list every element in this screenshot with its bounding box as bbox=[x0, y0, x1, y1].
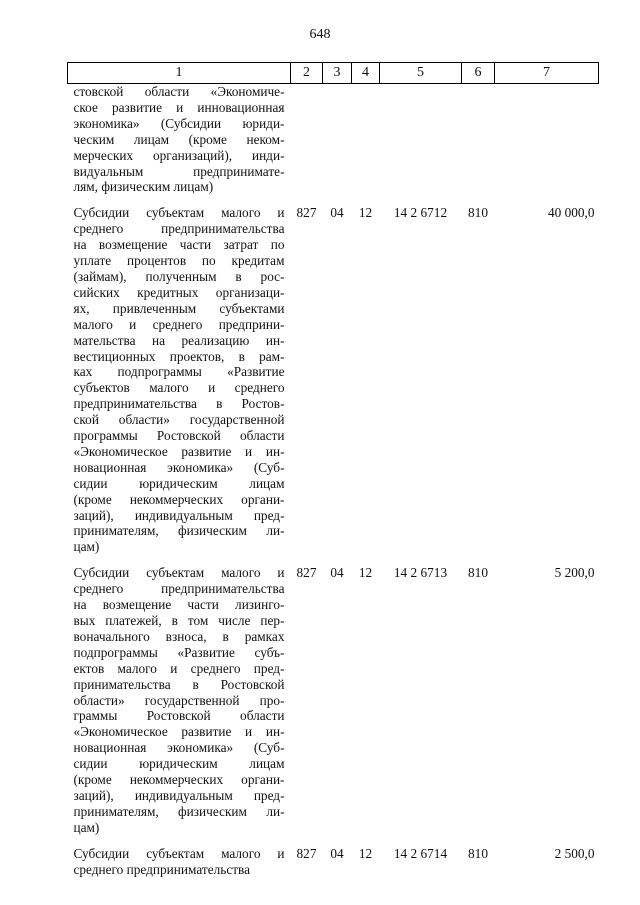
description-line: цам) bbox=[73, 539, 100, 555]
row-description bbox=[68, 836, 291, 878]
ministry-code: 827 bbox=[296, 845, 317, 861]
description-line: ках подпрограммы «Развитие bbox=[73, 364, 285, 380]
description-line: заций), индивидуальным пред- bbox=[73, 507, 285, 523]
description-line: «Экономическое развитие и ин- bbox=[73, 724, 285, 740]
description-line: среднего предпринимательства bbox=[73, 861, 251, 877]
description-line: (кроме некоммерческих органи- bbox=[73, 491, 285, 507]
description-line: среднего предпринимательства bbox=[73, 581, 285, 597]
description-line: экономика» (Субсидии юриди- bbox=[73, 115, 285, 131]
description-line: ях, привлеченным субъектами bbox=[73, 300, 285, 316]
table-row bbox=[68, 836, 599, 878]
column-header-7: 7 bbox=[495, 63, 599, 84]
description-line: (займам), полученным в рос- bbox=[73, 268, 285, 284]
description-line: ектов малого и среднего пред- bbox=[73, 660, 285, 676]
description-line: уплате процентов по кредитам bbox=[73, 253, 285, 269]
amount-value: 40 000,0 bbox=[547, 205, 595, 221]
target-article-code: 14 2 6714 bbox=[393, 845, 448, 861]
subsection-code: 12 bbox=[358, 565, 373, 581]
column-header-5: 5 bbox=[380, 63, 462, 84]
description-line: малого и среднего предприни- bbox=[73, 316, 285, 332]
amount-value: 5 200,0 bbox=[554, 565, 595, 581]
description-line: сидии юридическим лицам bbox=[73, 475, 285, 491]
section-code bbox=[323, 84, 352, 196]
description-line: видуальным предпринимате- bbox=[73, 163, 285, 179]
description-line: Субсидии субъектам малого и bbox=[73, 205, 285, 221]
section-code: 04 bbox=[330, 845, 344, 861]
target-article-code bbox=[380, 84, 462, 196]
ministry-code: 827 bbox=[296, 565, 317, 581]
page-number: 648 bbox=[309, 27, 331, 42]
row-description bbox=[68, 195, 291, 555]
section-code: 04 bbox=[330, 205, 344, 221]
section-code: 04 bbox=[330, 565, 344, 581]
description-line: ческим лицам (кроме неком- bbox=[73, 131, 285, 147]
ministry-code bbox=[291, 84, 323, 196]
description-line: вых платежей, в том числе пер- bbox=[73, 613, 285, 628]
description-line: «Экономическое развитие и ин- bbox=[73, 443, 285, 459]
table-row bbox=[68, 84, 599, 196]
description-line: вестиционных проектов, в рам- bbox=[73, 348, 285, 364]
description-line: ское развитие и инновационная bbox=[73, 99, 285, 115]
amount-value: 2 500,0 bbox=[554, 845, 595, 861]
description-line: программы Ростовской области bbox=[73, 428, 285, 444]
expense-type-code: 810 bbox=[468, 205, 488, 221]
description-line: сидии юридическим лицам bbox=[73, 756, 285, 772]
column-number-header-row bbox=[68, 63, 599, 84]
description-line: подпрограммы «Развитие субъ- bbox=[73, 644, 285, 660]
ministry-code: 827 bbox=[296, 205, 317, 221]
description-line: (кроме некоммерческих органи- bbox=[73, 772, 285, 788]
description-line: на возмещение части лизинго- bbox=[73, 597, 285, 613]
description-line: принимательства в Ростовской bbox=[73, 676, 285, 692]
description-line: цам) bbox=[73, 819, 100, 835]
description-line: на возмещение части затрат по bbox=[73, 237, 285, 253]
description-line: среднего предпринимательства bbox=[73, 221, 285, 237]
description-line: мательства на реализацию ин- bbox=[73, 332, 285, 348]
column-header-1: 1 bbox=[68, 63, 291, 84]
column-header-6: 6 bbox=[462, 63, 495, 84]
description-line: воначального взноса, в рамках bbox=[73, 628, 285, 644]
description-line: новационная экономика» (Суб- bbox=[73, 740, 285, 756]
subsection-code bbox=[352, 84, 380, 196]
expense-type-code: 810 bbox=[468, 845, 488, 861]
description-line: принимателям, физическим ли- bbox=[73, 523, 285, 539]
budget-table bbox=[67, 62, 599, 878]
subsection-code: 12 bbox=[358, 845, 373, 861]
description-line: заций), индивидуальным пред- bbox=[73, 787, 285, 803]
row-description bbox=[68, 84, 291, 196]
description-line: Субсидии субъектам малого и bbox=[73, 565, 285, 581]
description-line: граммы Ростовской области bbox=[73, 708, 285, 724]
description-line: принимателям, физическим ли- bbox=[73, 803, 285, 819]
description-line: стовской области «Экономиче- bbox=[73, 84, 285, 99]
target-article-code: 14 2 6712 bbox=[393, 205, 448, 221]
description-line: лям, физическим лицам) bbox=[73, 179, 214, 195]
column-header-3: 3 bbox=[323, 63, 352, 84]
table-row bbox=[68, 195, 599, 555]
amount-value bbox=[495, 84, 599, 196]
column-header-2: 2 bbox=[291, 63, 323, 84]
expense-type-code: 810 bbox=[468, 565, 488, 581]
description-line: ской области» государственной bbox=[73, 412, 285, 428]
column-header-4: 4 bbox=[352, 63, 380, 84]
description-line: области» государственной про- bbox=[73, 692, 285, 708]
subsection-code: 12 bbox=[358, 205, 373, 221]
target-article-code: 14 2 6713 bbox=[393, 565, 448, 581]
description-line: новационная экономика» (Суб- bbox=[73, 459, 285, 475]
description-line: сийских кредитных организаци- bbox=[73, 284, 285, 300]
expense-type-code bbox=[462, 84, 495, 196]
description-line: субъектов малого и среднего bbox=[73, 380, 285, 396]
row-description bbox=[68, 555, 291, 835]
description-line: Субсидии субъектам малого и bbox=[73, 845, 285, 861]
table-row bbox=[68, 555, 599, 835]
description-line: предпринимательства в Ростов- bbox=[73, 396, 285, 412]
description-line: мерческих организаций), инди- bbox=[73, 147, 285, 163]
